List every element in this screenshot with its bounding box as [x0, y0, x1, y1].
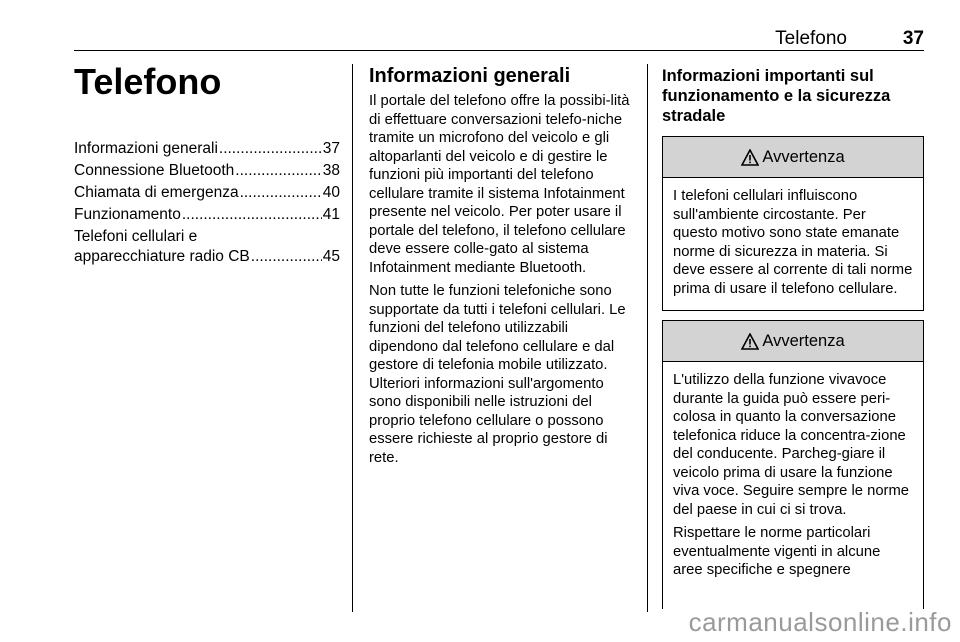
- watermark: carmanualsonline.info: [688, 607, 952, 637]
- toc-item[interactable]: [74, 205, 340, 225]
- chapter-title: Telefono: [74, 61, 222, 102]
- toc-leader-dots: [182, 205, 322, 225]
- page-number: 37: [902, 28, 924, 49]
- toc-item-page: 45: [322, 248, 340, 265]
- toc-item-page: 41: [322, 206, 340, 223]
- toc-item-page: 37: [322, 140, 340, 157]
- toc-leader-dots: [240, 183, 322, 203]
- running-head-title: Telefono: [775, 28, 847, 49]
- warning-triangle-icon: [741, 149, 759, 166]
- warning-box: [662, 320, 924, 609]
- column-divider: [352, 64, 353, 612]
- body-paragraph: Non tutte le funzioni telefoniche sono supportate da tutti i telefoni cellulari. Le funzioni del telefono utilizzabili dipendono dal telefono cellulare e dal gestore di telefonia mobile utilizzato. Ulteriori informazioni sull'argomento sono disponibili nelle istruzioni del proprio telefono cellulare o possono essere richieste al proprio gestore di rete.: [369, 283, 626, 466]
- warning-header: [663, 137, 923, 178]
- warning-text: I telefoni cellulari influiscono sull'ambiente circostante. Per questo motivo sono state emanate norme di sicurezza in materia. Si deve essere al corrente di tali norme prima di usare il telefono cellulare.: [673, 188, 913, 297]
- toc-item[interactable]: [74, 161, 340, 181]
- warning-body: [663, 362, 923, 592]
- toc-item[interactable]: [74, 139, 340, 159]
- column-divider: [647, 64, 648, 612]
- toc-item-page: 38: [322, 162, 340, 179]
- toc-leader-dots: [235, 161, 321, 181]
- toc-item-label: Connessione Bluetooth: [74, 162, 235, 179]
- table-of-contents: [74, 139, 340, 267]
- warning-box: [662, 136, 924, 311]
- warning-title: Avvertenza: [762, 147, 845, 166]
- toc-leader-dots: [219, 139, 322, 159]
- toc-item-page: 40: [322, 184, 340, 201]
- toc-item-label: Chiamata di emergenza: [74, 184, 239, 201]
- section-heading: Informazioni generali: [369, 65, 571, 87]
- warning-title: Avvertenza: [762, 331, 845, 350]
- warning-body: [663, 178, 923, 310]
- safety-column: [662, 66, 924, 609]
- toc-item-label: Informazioni generali: [74, 140, 218, 157]
- running-head: [74, 26, 924, 51]
- toc-item-label: Funzionamento: [74, 206, 181, 223]
- toc-item-label: Telefoni cellulari e apparecchiature radio CB: [74, 228, 250, 265]
- body-paragraph: Il portale del telefono offre la possibi-lità di effettuare conversazioni telefo-niche tramite un microfono del veicolo e gli altoparlanti del veicolo e di gestire le funzioni più importanti del telefono cellulare tramite il sistema Infotainment presente nel veicolo. Per poter usare il portale del telefono, il telefono cellulare deve essere colle-gato al sistema Infotainment mediante Bluetooth.: [369, 93, 630, 276]
- toc-column: [74, 62, 340, 269]
- warning-text: L'utilizzo della funzione vivavoce durante la guida può essere peri-colosa in quanto la conversazione telefonica riduce la concentra-zione del conducente. Parcheg-giare il veicolo prima di usare la funzione viva voce. Seguire sempre le norme del paese in cui ci si trova.: [673, 372, 910, 518]
- warning-triangle-icon: [741, 333, 759, 350]
- toc-leader-dots: [251, 247, 322, 267]
- toc-item[interactable]: [74, 227, 340, 267]
- general-info-column: [369, 64, 634, 472]
- toc-item[interactable]: [74, 183, 340, 203]
- warning-text: Rispettare le norme particolari eventualmente vigenti in alcune aree specifiche e spegnere: [673, 525, 881, 578]
- warning-header: [663, 321, 923, 362]
- subsection-heading: Informazioni importanti sul funzionamento e la sicurezza stradale: [662, 67, 891, 125]
